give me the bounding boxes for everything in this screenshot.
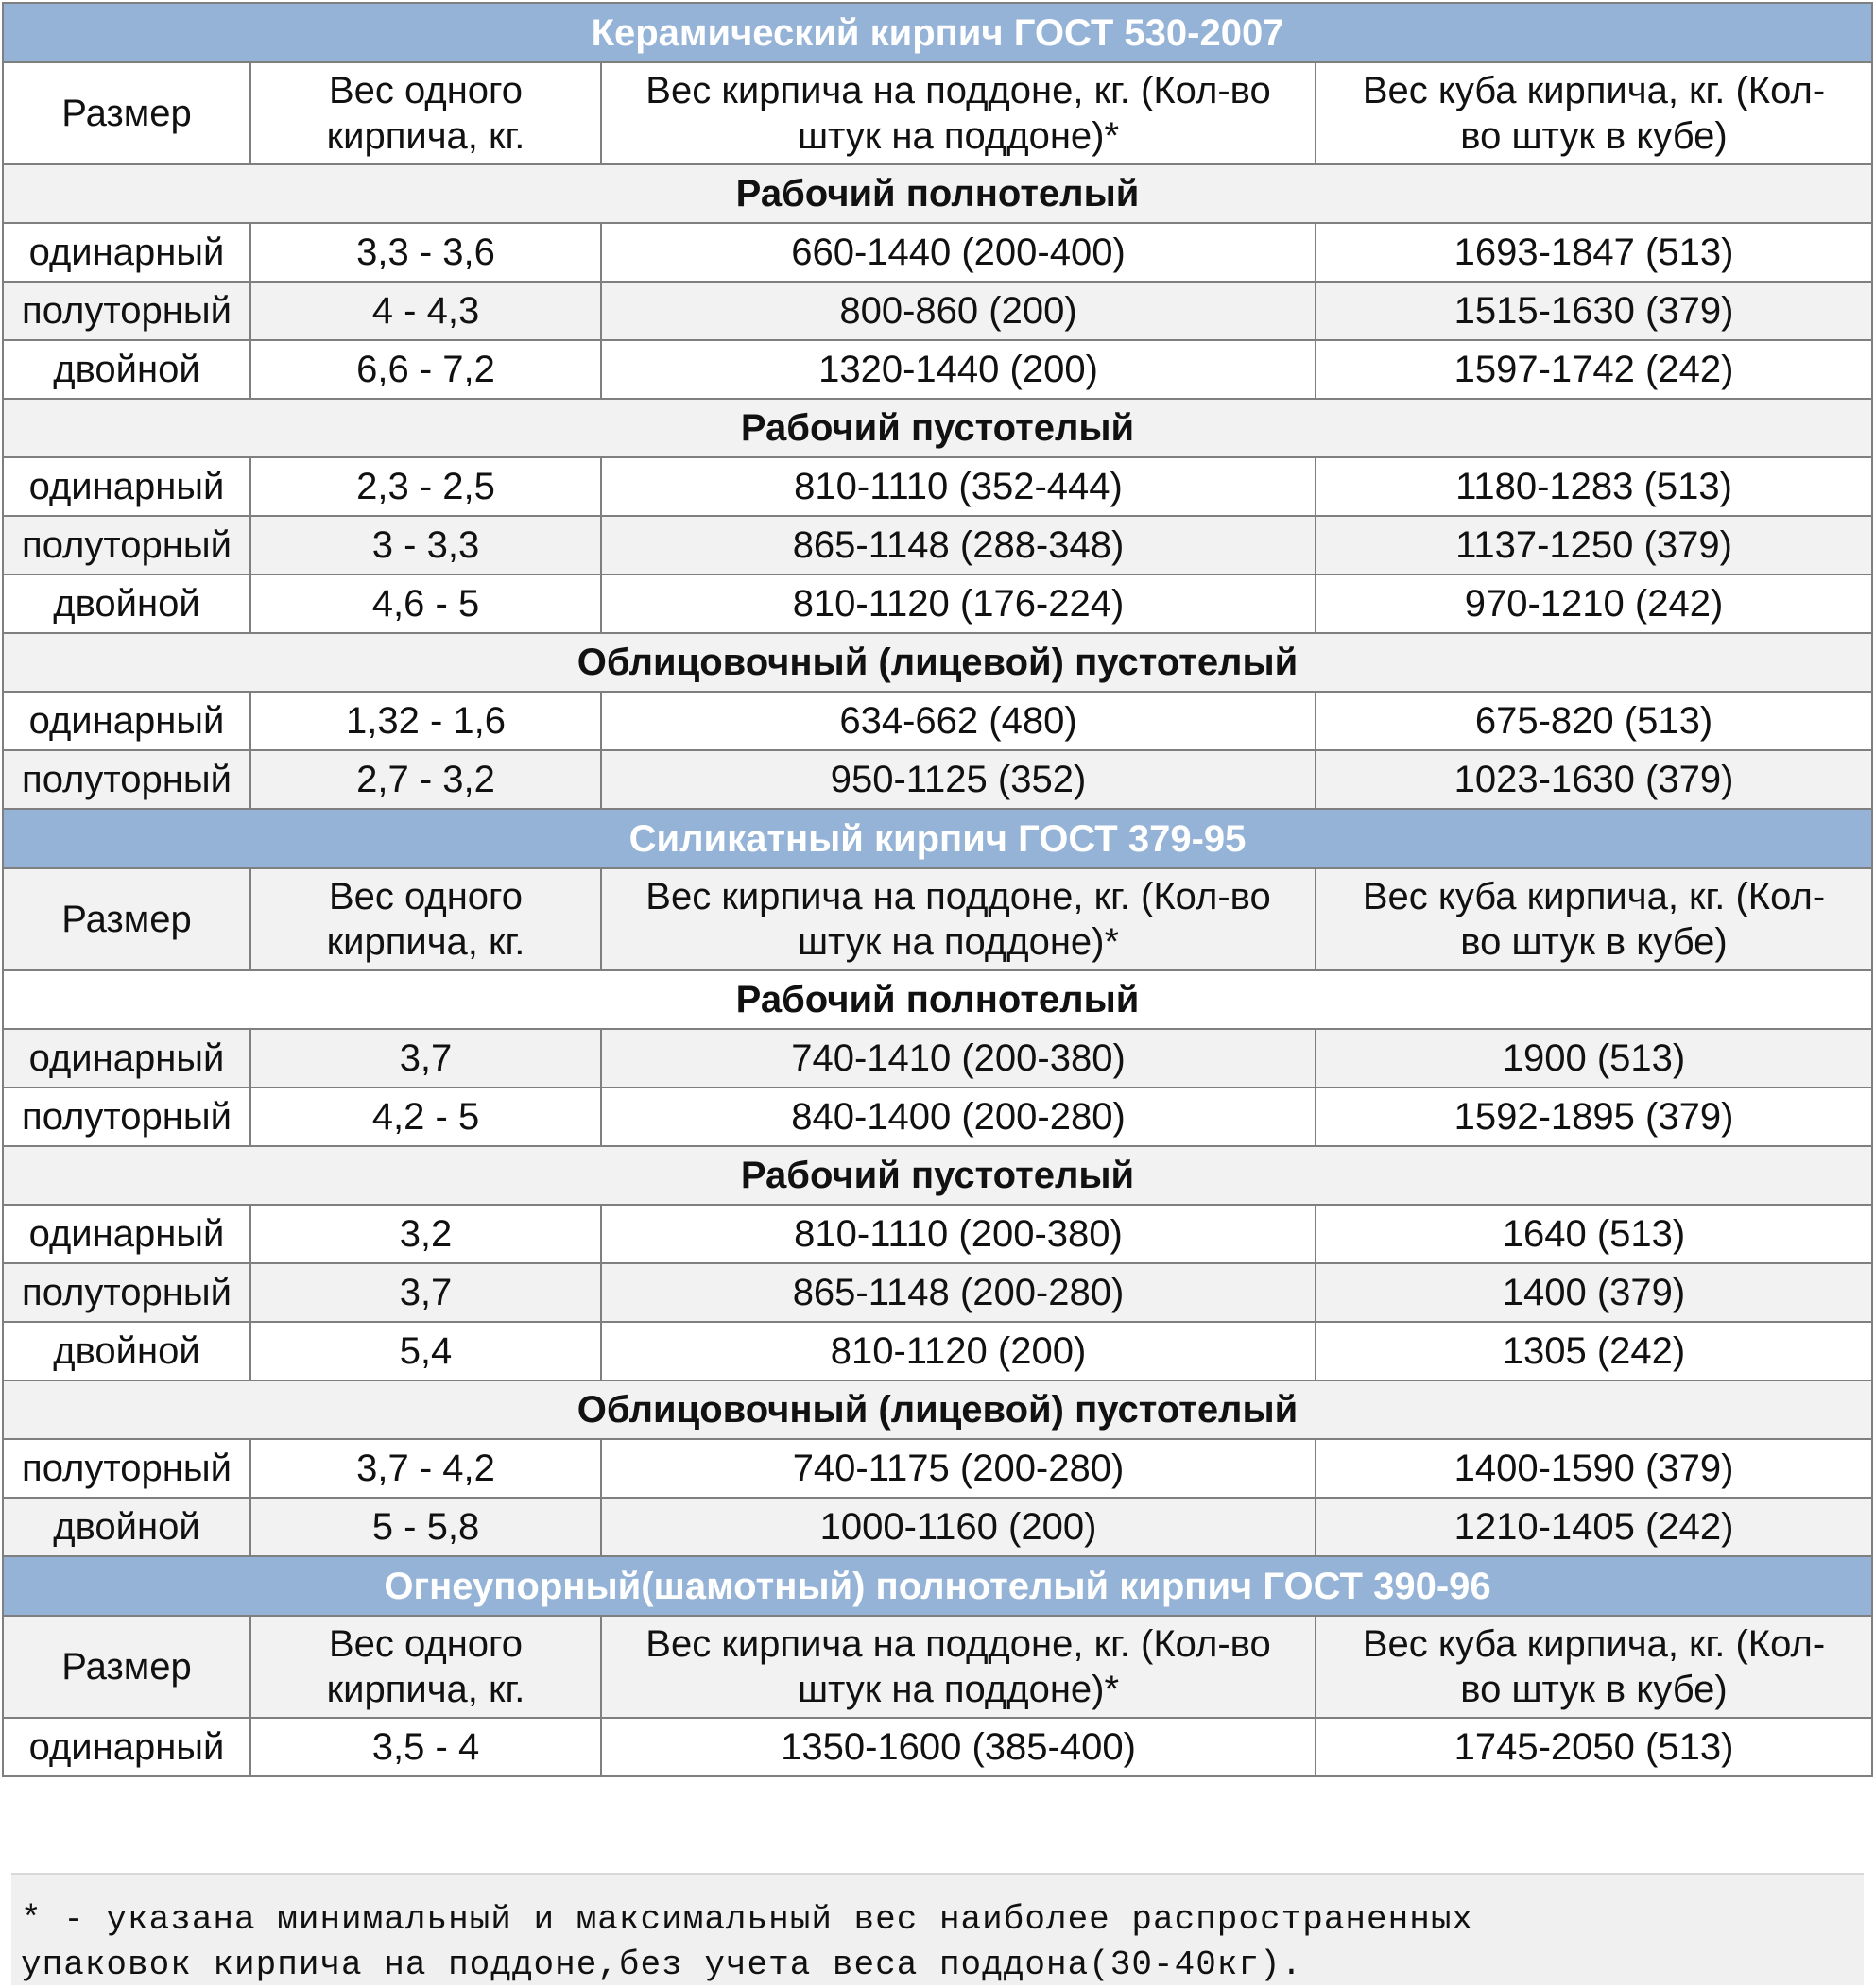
header-weight-pallet: [601, 868, 1316, 970]
table-row: [3, 692, 1872, 750]
cell-cube: 1137-1250 (379): [1316, 516, 1872, 574]
header-weight-cube-line1: Вес куба кирпича, кг. (Кол-: [1362, 70, 1826, 111]
cell-weight: 5,4: [250, 1322, 601, 1380]
table-row: [3, 1088, 1872, 1146]
table-row: [3, 457, 1872, 516]
cell-cube: 1400-1590 (379): [1316, 1439, 1872, 1498]
table-row: [3, 1263, 1872, 1322]
cell-size: полуторный: [3, 1263, 250, 1322]
header-weight-cube-line1: Вес куба кирпича, кг. (Кол-: [1362, 1623, 1826, 1665]
group-row: [3, 1380, 1872, 1439]
group-row: [3, 633, 1872, 692]
cell-size: двойной: [3, 1322, 250, 1380]
column-header-row: [3, 868, 1872, 970]
header-size-label: Размер: [61, 1646, 192, 1688]
cell-cube: 1693-1847 (513): [1316, 223, 1872, 282]
header-weight-pallet-line1: Вес кирпича на поддоне, кг. (Кол-во: [645, 70, 1271, 111]
section-title-row: [3, 3, 1872, 62]
cell-pallet: 1000-1160 (200): [601, 1498, 1316, 1556]
footnote: [11, 1873, 1864, 1985]
cell-cube: 675-820 (513): [1316, 692, 1872, 750]
section-title: Огнеупорный(шамотный) полнотелый кирпич ГОСТ 390-96: [3, 1556, 1872, 1616]
footnote-line-1: * - указана минимальный и максимальный вес наиболее распространенных: [21, 1900, 1474, 1939]
group-title: Рабочий пустотелый: [3, 399, 1872, 457]
table-row: [3, 516, 1872, 574]
cell-cube: 1745-2050 (513): [1316, 1718, 1872, 1776]
cell-pallet: 740-1410 (200-380): [601, 1029, 1316, 1088]
brick-weight-table: [2, 2, 1873, 1777]
cell-cube: 1640 (513): [1316, 1205, 1872, 1263]
cell-cube: 1592-1895 (379): [1316, 1088, 1872, 1146]
cell-size: двойной: [3, 574, 250, 633]
table-row: [3, 574, 1872, 633]
cell-weight: 3,7: [250, 1263, 601, 1322]
section-title: Керамический кирпич ГОСТ 530-2007: [3, 3, 1872, 62]
group-row: [3, 970, 1872, 1029]
cell-size: одинарный: [3, 1205, 250, 1263]
cell-size: двойной: [3, 1498, 250, 1556]
group-row: [3, 1146, 1872, 1205]
cell-size: одинарный: [3, 457, 250, 516]
cell-pallet: 810-1110 (200-380): [601, 1205, 1316, 1263]
cell-cube: 1400 (379): [1316, 1263, 1872, 1322]
cell-weight: 4,6 - 5: [250, 574, 601, 633]
cell-size: полуторный: [3, 1439, 250, 1498]
column-header-row: [3, 62, 1872, 164]
header-weight-one-line1: Вес одного: [328, 876, 524, 917]
group-title: Рабочий пустотелый: [3, 1146, 1872, 1205]
table-row: [3, 1029, 1872, 1088]
cell-pallet: 800-860 (200): [601, 282, 1316, 340]
header-weight-pallet-line1: Вес кирпича на поддоне, кг. (Кол-во: [645, 876, 1271, 917]
header-weight-one: [250, 62, 601, 164]
header-weight-pallet-line1: Вес кирпича на поддоне, кг. (Кол-во: [645, 1623, 1271, 1665]
header-weight-cube-line2: во штук в кубе): [1460, 115, 1728, 157]
section-title-row: [3, 1556, 1872, 1616]
cell-weight: 3,3 - 3,6: [250, 223, 601, 282]
cell-pallet: 810-1110 (352-444): [601, 457, 1316, 516]
cell-cube: 970-1210 (242): [1316, 574, 1872, 633]
cell-size: полуторный: [3, 282, 250, 340]
header-weight-one-line2: кирпича, кг.: [326, 1669, 525, 1710]
group-title: Рабочий полнотелый: [3, 970, 1872, 1029]
cell-weight: 3 - 3,3: [250, 516, 601, 574]
cell-pallet: 810-1120 (176-224): [601, 574, 1316, 633]
cell-weight: 3,7 - 4,2: [250, 1439, 601, 1498]
header-weight-cube-line2: во штук в кубе): [1460, 1669, 1728, 1710]
section-title: Силикатный кирпич ГОСТ 379-95: [3, 809, 1872, 868]
cell-pallet: 865-1148 (200-280): [601, 1263, 1316, 1322]
table-row: [3, 1205, 1872, 1263]
header-size: [3, 62, 250, 164]
header-weight-one: [250, 1616, 601, 1718]
header-weight-pallet-line2: штук на поддоне)*: [797, 921, 1120, 963]
group-row: [3, 164, 1872, 223]
cell-pallet: 865-1148 (288-348): [601, 516, 1316, 574]
cell-weight: 4 - 4,3: [250, 282, 601, 340]
table-row: [3, 750, 1872, 809]
cell-size: одинарный: [3, 223, 250, 282]
cell-weight: 2,3 - 2,5: [250, 457, 601, 516]
header-size: [3, 868, 250, 970]
header-weight-pallet-line2: штук на поддоне)*: [797, 115, 1120, 157]
table-row: [3, 1498, 1872, 1556]
header-weight-one: [250, 868, 601, 970]
table-row: [3, 340, 1872, 399]
group-row: [3, 399, 1872, 457]
cell-pallet: 740-1175 (200-280): [601, 1439, 1316, 1498]
header-weight-one-line1: Вес одного: [328, 1623, 524, 1665]
cell-weight: 3,2: [250, 1205, 601, 1263]
brick-weight-sheet: [2, 2, 1871, 1777]
cell-size: одинарный: [3, 1718, 250, 1776]
cell-size: полуторный: [3, 1088, 250, 1146]
header-weight-pallet-line2: штук на поддоне)*: [797, 1669, 1120, 1710]
header-weight-cube: [1316, 62, 1872, 164]
header-size: [3, 1616, 250, 1718]
cell-weight: 3,7: [250, 1029, 601, 1088]
cell-cube: 1305 (242): [1316, 1322, 1872, 1380]
header-weight-cube-line1: Вес куба кирпича, кг. (Кол-: [1362, 876, 1826, 917]
header-weight-one-line2: кирпича, кг.: [326, 115, 525, 157]
cell-cube: 1023-1630 (379): [1316, 750, 1872, 809]
header-weight-one-line2: кирпича, кг.: [326, 921, 525, 963]
cell-cube: 1597-1742 (242): [1316, 340, 1872, 399]
cell-pallet: 810-1120 (200): [601, 1322, 1316, 1380]
cell-size: двойной: [3, 340, 250, 399]
cell-weight: 5 - 5,8: [250, 1498, 601, 1556]
table-row: [3, 1439, 1872, 1498]
cell-weight: 3,5 - 4: [250, 1718, 601, 1776]
cell-pallet: 1320-1440 (200): [601, 340, 1316, 399]
group-title: Облицовочный (лицевой) пустотелый: [3, 1380, 1872, 1439]
header-size-label: Размер: [61, 899, 192, 940]
section-title-row: [3, 809, 1872, 868]
cell-pallet: 660-1440 (200-400): [601, 223, 1316, 282]
header-weight-pallet: [601, 1616, 1316, 1718]
cell-size: одинарный: [3, 692, 250, 750]
cell-size: полуторный: [3, 516, 250, 574]
cell-cube: 1900 (513): [1316, 1029, 1872, 1088]
cell-pallet: 840-1400 (200-280): [601, 1088, 1316, 1146]
group-title: Рабочий полнотелый: [3, 164, 1872, 223]
cell-size: одинарный: [3, 1029, 250, 1088]
header-weight-one-line1: Вес одного: [328, 70, 524, 111]
cell-size: полуторный: [3, 750, 250, 809]
cell-cube: 1180-1283 (513): [1316, 457, 1872, 516]
header-weight-cube: [1316, 868, 1872, 970]
column-header-row: [3, 1616, 1872, 1718]
table-row: [3, 223, 1872, 282]
header-weight-cube: [1316, 1616, 1872, 1718]
cell-weight: 1,32 - 1,6: [250, 692, 601, 750]
cell-weight: 2,7 - 3,2: [250, 750, 601, 809]
cell-weight: 6,6 - 7,2: [250, 340, 601, 399]
header-size-label: Размер: [61, 93, 192, 134]
cell-pallet: 950-1125 (352): [601, 750, 1316, 809]
table-row: [3, 1322, 1872, 1380]
cell-cube: 1515-1630 (379): [1316, 282, 1872, 340]
cell-pallet: 1350-1600 (385-400): [601, 1718, 1316, 1776]
cell-weight: 4,2 - 5: [250, 1088, 601, 1146]
cell-pallet: 634-662 (480): [601, 692, 1316, 750]
table-row: [3, 282, 1872, 340]
table-row: [3, 1718, 1872, 1776]
footnote-line-2: упаковок кирпича на поддоне,без учета веса поддона(30-40кг).: [21, 1945, 1303, 1984]
header-weight-pallet: [601, 62, 1316, 164]
group-title: Облицовочный (лицевой) пустотелый: [3, 633, 1872, 692]
cell-cube: 1210-1405 (242): [1316, 1498, 1872, 1556]
header-weight-cube-line2: во штук в кубе): [1460, 921, 1728, 963]
